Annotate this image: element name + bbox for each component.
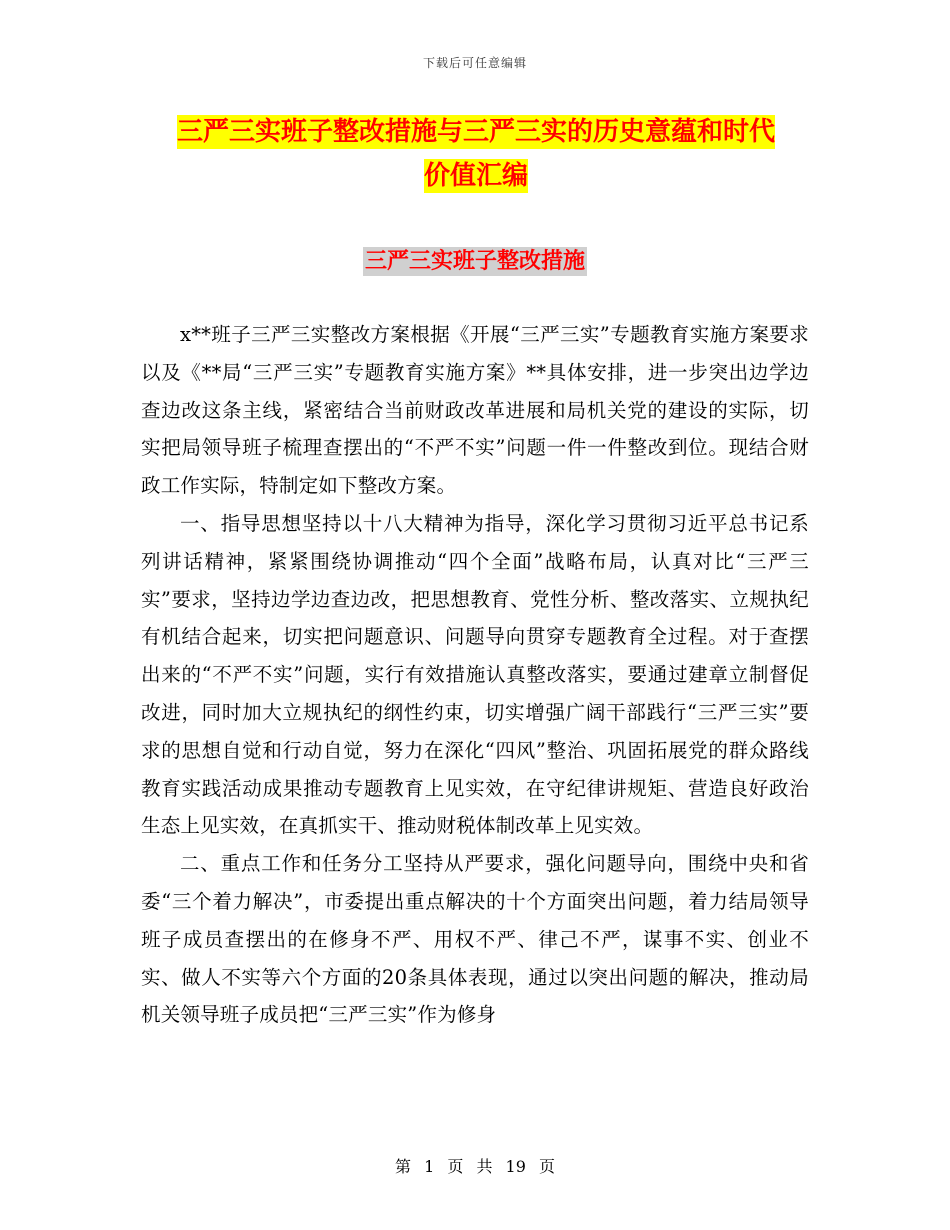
document-body bbox=[141, 316, 809, 1034]
header-note: 下载后可任意编辑 bbox=[422, 56, 527, 70]
document-title-line2: 价值汇编 bbox=[423, 161, 528, 191]
document-title bbox=[140, 110, 812, 198]
section-heading-text: 三严三实班子整改措施 bbox=[364, 249, 585, 274]
document-title-line1: 三严三实班子整改措施与三严三实的历史意蕴和时代 bbox=[176, 117, 775, 147]
page-number-footer: 第 1 页 共 19 页 bbox=[395, 1157, 555, 1176]
paragraph-key-tasks: 二、重点工作和任务分工坚持从严要求，强化问题导向，围绕中央和省委“三个着力解决”，市委提出重点解决的十个方面突出问题，着力结局领导班子成员查摆出的在修身不严、用权不严、律己不严，谋事不实、创业不实、做人不实等六个方面的20条具体表现，通过以突出问题的解决，推动局机关领导班子成员把“三严三实”作为修身 bbox=[141, 852, 809, 1027]
paragraph-guiding-ideology: 一、指导思想坚持以十八大精神为指导，深化学习贯彻习近平总书记系列讲话精神，紧紧围绕协调推动“四个全面”战略布局，认真对比“三严三实”要求，坚持边学边查边改，把思想教育、党性分析、整改落实、立规执纪有机结合起来，切实把问题意识、问题导向贯穿专题教育全过程。对于查摆出来的“不严不实”问题，实行有效措施认真整改落实，要通过建章立制督促改进，同时加大立规执纪的纲性约束，切实增强广阔干部践行“三严三实”要求的思想自觉和行动自觉，努力在深化“四风”整治、巩固拓展党的群众路线教育实践活动成果推动专题教育上见实效，在守纪律讲规矩、营造良好政治生态上见实效，在真抓实干、推动财税体制改革上见实效。 bbox=[141, 511, 809, 838]
section-heading bbox=[0, 244, 950, 280]
paragraph-intro: x**班子三严三实整改方案根据《开展“三严三实”专题教育实施方案要求以及《**局“三严三实”专题教育实施方案》**具体安排，进一步突出边学边查边改这条主线，紧密结合当前财政改革进展和局机关党的建设的实际，切实把局领导班子梳理查摆出的“不严不实”问题一件一件整改到位。现结合财政工作实际，特制定如下整改方案。 bbox=[141, 323, 809, 498]
